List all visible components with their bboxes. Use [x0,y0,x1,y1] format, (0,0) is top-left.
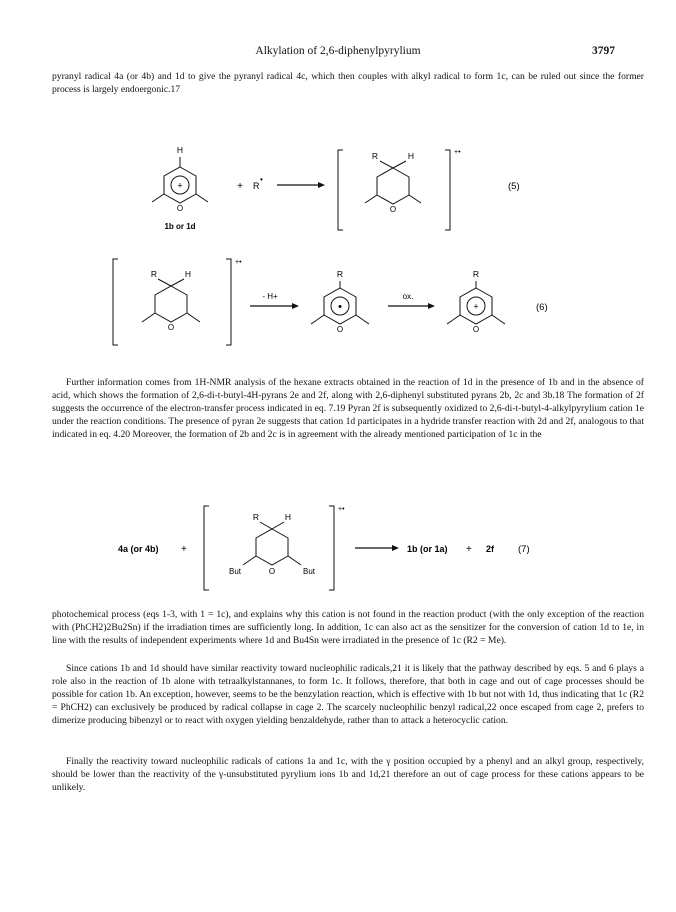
eq7-charge: +• [338,506,345,513]
eq6-charge: +• [235,259,242,266]
eq5-compound-label: 1b or 1d [164,222,196,231]
page-number: 3797 [592,45,615,57]
eq7-tbu-right: But [303,567,316,576]
equation-6-scheme [0,255,676,360]
eq7-h-sub: H [284,512,292,522]
eq5-reagent: R [253,181,260,191]
eq6-radical-dot: • [338,301,342,313]
eq7-plus-2: + [466,544,472,555]
paragraph-4 [52,662,644,727]
paragraph-2 [52,376,644,441]
eq7-number: (7) [518,544,530,555]
eq5-charge: +• [454,149,461,156]
eq6-step1-label: - H+ [262,292,278,301]
eq6-r-mid: R [336,269,344,279]
eq5-number: (5) [508,181,520,192]
eq5-plus-symbol: + [177,180,183,191]
eq7-product-1: 1b (or 1a) [407,544,448,554]
eq6-number: (6) [536,302,548,313]
eq7-tbu-left: But [228,567,241,576]
eq6-r-sub: R [150,269,158,279]
eq6-right-oxygen: O [472,325,480,334]
p2-text: Further information comes from 1H-NMR analysis of the hexane extracts obtained in the reaction of 1d in the presence of 1b and in the absence of acid, which shows the formation of 2,6-di-t-butyl-4H-pyrans 2e and 2f, along with 2,6-diphenyl substituted pyrans 2b, 2c and 3b.18 The formation of 2f suggests the occurrence of the electron-transfer process indicated in eq. 7.19 Pyran 2f is subsequently oxidized to 2,6-di-t-butyl-4-alkylpyrylium cation 1e under the reaction conditions. The presence of pyran 2e suggests that cation 1d participates in a hydride transfer reaction with 2d and 2f, analogous to that indicated in eq. 4.20 Moreover, the formation of 2b and 2c is in agreement with the already mentioned participation of 1c in the [52,377,644,441]
equation-5-scheme [0,138,676,248]
eq7-4h-pyran-ring [256,529,288,565]
paragraph-5 [52,755,644,794]
eq6-left-bracket [113,259,118,345]
eq5-product-oxygen: O [389,205,397,214]
equation-7-scheme [0,498,676,598]
eq6-right-bracket [226,259,231,345]
eq5-4h-pyran-ring [377,168,409,204]
eq7-left-reactant: 4a (or 4b) [118,544,159,554]
eq5-h-sub: H [407,151,415,161]
eq5-h-label: H [176,145,184,155]
eq6-plus-symbol: + [473,301,479,312]
eq6-mid-oxygen: O [336,325,344,334]
eq6-4h-pyran-ring [155,286,187,322]
eq5-left-bracket [338,150,343,230]
eq5-radical-dot: • [260,175,263,184]
eq5-right-bracket [445,150,450,230]
eq7-r-sub: R [252,512,260,522]
eq5-plus: + [237,181,243,192]
eq7-right-bracket [329,506,334,590]
eq6-r-right: R [472,269,480,279]
p1-text: pyranyl radical 4a (or 4b) and 1d to give the pyranyl radical 4c, which then couples with alkyl radical to form 1c, can be ruled out since the former process is largely endoergonic.17 [52,71,644,96]
p5-text: Finally the reactivity toward nucleophilic radicals of cations 1a and 1c, with the γ position occupied by a phenyl and an alkyl group, respectively, should be lower than the reactivity of the γ-unsubstituted pyrylium ions 1b and 1d,21 therefore an out of cage process for these cations appears to be unlikely. [52,756,644,794]
eq5-oxygen-label: O [176,204,184,213]
running-header-title: Alkylation of 2,6-diphenylpyrylium [255,45,421,57]
paragraph-3 [52,608,644,647]
eq7-plus-1: + [181,544,187,555]
paragraph-1 [52,70,644,96]
eq6-step2-label: ox. [402,292,414,301]
p4-text: Since cations 1b and 1d should have similar reactivity toward nucleophilic radicals,21 it is likely that the pathway described by eqs. 5 and 6 plays a role also in the reaction of 1b alone with tetraalkylstannanes, to form 1c. It follows, therefore, that both in cage and out of cage processes should be possible for cation 1b. An exception, however, seems to be the benzylation reaction, which is effective with 1b but not with 1d, thus indicating that 1c (R2 = PhCH2) can exclusively be produced by radical collapse in cage 2. The scarcely nucleophilic benzyl radical,22 once escaped from cage 2, prefers to dimerize producing bibenzyl or to react with oxygen yielding benzaldehyde, rather than to attack a heterocyclic cation. [52,663,644,727]
eq6-h-sub: H [184,269,192,279]
eq7-left-bracket [204,506,209,590]
eq7-oxygen: O [268,567,276,576]
p3-text: photochemical process (eqs 1-3, with 1 = 1c), and explains why this cation is not found in the reaction product (with the only exception of the reaction with (PhCH2)2Bu2Sn) if the irradiation times are sufficiently long. In addition, 1c can also act as the sensitizer for the conversion of cation 1d to 1e, in line with the results of independent experiments where 1d and Bu4Sn were irradiated in the presence of 1c (R2 = Me). [52,609,644,647]
eq7-product-2: 2f [486,544,495,554]
eq5-r-sub: R [371,151,379,161]
eq6-left-oxygen: O [167,323,175,332]
